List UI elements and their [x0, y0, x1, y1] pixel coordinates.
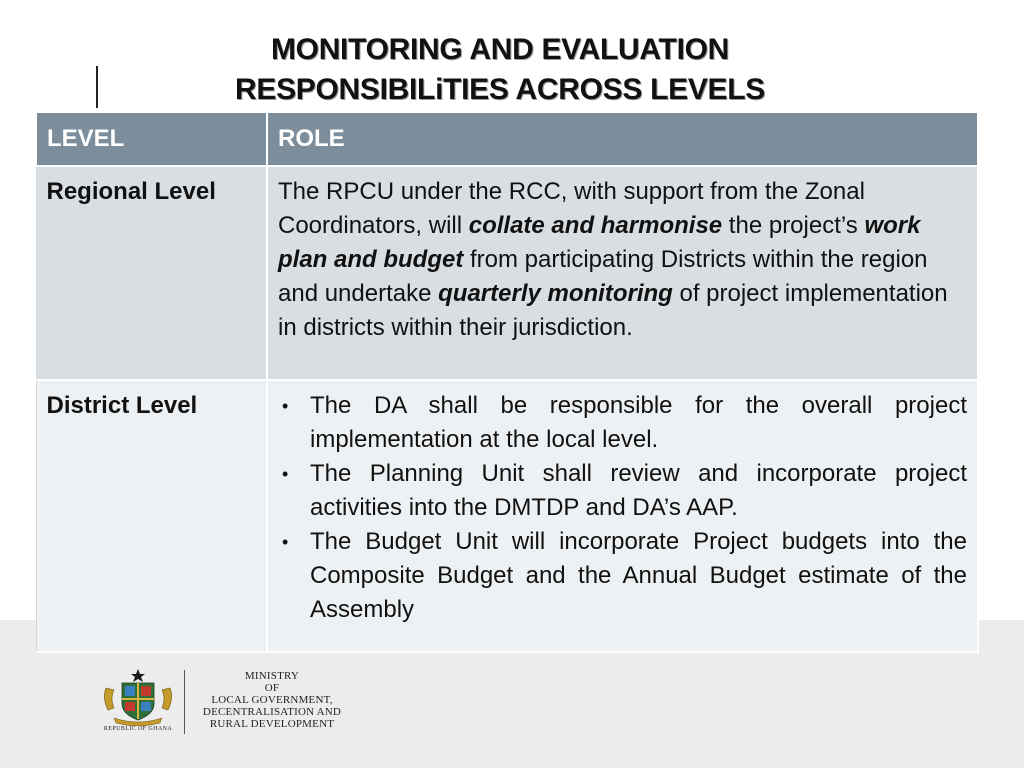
column-header-role: ROLE [267, 112, 978, 166]
table-row-regional [36, 166, 978, 380]
bullet-icon: • [282, 532, 289, 552]
regional-role-cell [267, 166, 978, 380]
regional-role-text-1: The RPCU under the RCC, with support from the Zonal Coordinators, will [278, 178, 865, 239]
regional-role-emphasis-workplan: work plan and budget [278, 212, 921, 273]
bullet-icon: • [282, 464, 289, 484]
regional-role-emphasis-monitoring: quarterly monitoring [438, 280, 673, 307]
regional-role-text-4: of project implementation in districts within their jurisdiction. [278, 280, 948, 341]
ministry-line: MINISTRY [244, 670, 300, 682]
table-header-row [36, 112, 978, 166]
ministry-line: DECENTRALISATION AND [202, 706, 342, 718]
slide-title [120, 30, 880, 110]
ministry-line: LOCAL GOVERNMENT, [211, 694, 333, 706]
district-duties-list [278, 389, 967, 627]
column-header-level: LEVEL [36, 112, 267, 166]
ghana-coat-of-arms-icon [100, 668, 176, 726]
district-level-cell: District Level [36, 380, 267, 652]
slide-title-line-1: MONITORING AND EVALUATION [270, 33, 730, 66]
bullet-icon: • [282, 396, 289, 416]
ministry-name [194, 670, 350, 730]
ministry-logo [96, 668, 356, 740]
crest-caption: REPUBLIC OF GHANA [103, 726, 173, 732]
ministry-line: RURAL DEVELOPMENT [209, 718, 335, 730]
district-duty-text: The DA shall be responsible for the overall project implementation at the local level. [310, 392, 967, 453]
title-accent-bar [96, 66, 98, 108]
list-item [278, 525, 967, 627]
district-role-cell [267, 380, 978, 652]
list-item [278, 457, 967, 525]
table-row-district [36, 380, 978, 652]
regional-level-cell: Regional Level [36, 166, 267, 380]
slide-title-line-2: RESPONSIBILiTIES ACROSS LEVELS [235, 73, 765, 106]
district-duty-text: The Planning Unit shall review and incorporate project activities into the DMTDP and DA’s AAP. [310, 460, 967, 521]
regional-role-text-3: from participating Districts within the region and undertake [278, 246, 928, 307]
district-duty-text: The Budget Unit will incorporate Project budgets into the Composite Budget and the Annual Budget estimate of the Assembly [310, 528, 967, 623]
logo-divider [184, 670, 185, 734]
list-item [278, 389, 967, 457]
responsibilities-table [35, 111, 979, 653]
ministry-line: OF [264, 682, 280, 694]
regional-role-text-2: the project’s [722, 212, 865, 239]
regional-role-emphasis-collate: collate and harmonise [468, 212, 723, 239]
